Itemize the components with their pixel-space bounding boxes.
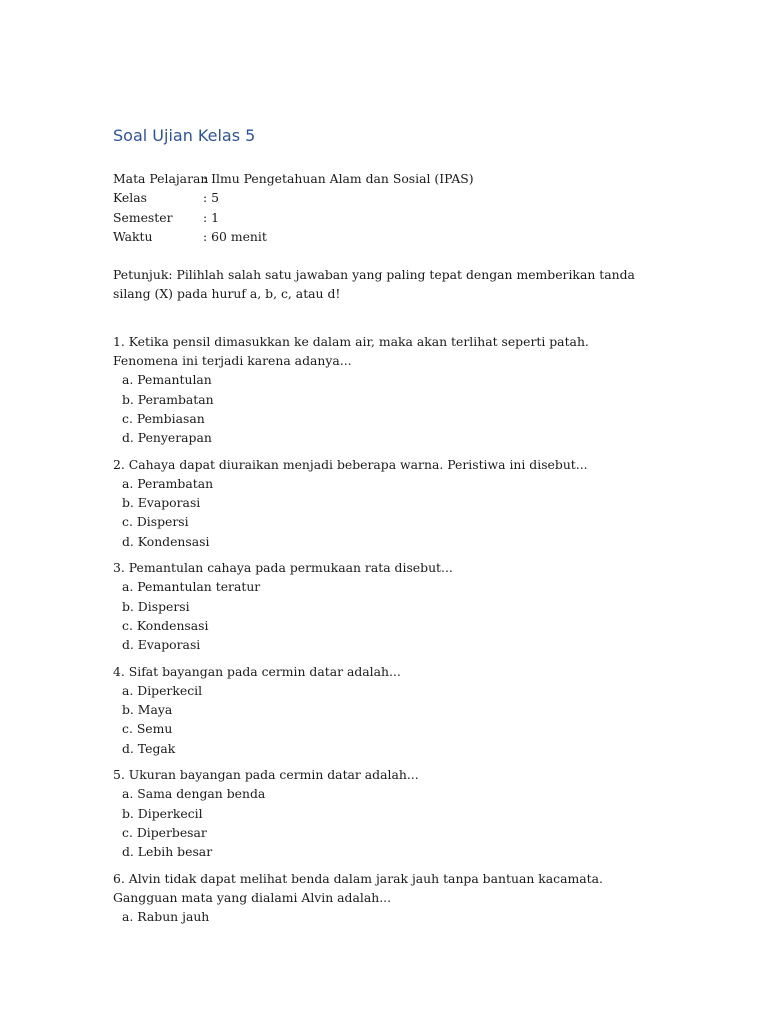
question-text: 3. Pemantulan cahaya pada permukaan rata disebut... bbox=[113, 560, 453, 576]
answer-option: a. Pemantulan bbox=[122, 372, 212, 388]
question-5 bbox=[113, 765, 653, 861]
meta-label: Waktu bbox=[113, 228, 153, 244]
meta-row-semester bbox=[113, 208, 653, 227]
answer-option: d. Kondensasi bbox=[122, 533, 210, 549]
answer-option: b. Dispersi bbox=[122, 598, 190, 614]
meta-value: : 1 bbox=[203, 209, 219, 225]
answer-option: a. Perambatan bbox=[122, 475, 214, 491]
meta-row-subject bbox=[113, 169, 653, 188]
question-3 bbox=[113, 558, 653, 654]
answer-option: d. Penyerapan bbox=[122, 430, 212, 446]
answer-options bbox=[113, 370, 653, 447]
answer-option: c. Pembiasan bbox=[122, 410, 205, 426]
answer-option: c. Diperbesar bbox=[122, 824, 207, 840]
document-title: Soal Ujian Kelas 5 bbox=[113, 126, 256, 145]
question-6 bbox=[113, 869, 653, 927]
meta-row-time bbox=[113, 227, 653, 246]
answer-options bbox=[113, 577, 653, 654]
answer-option: b. Perambatan bbox=[122, 391, 214, 407]
answer-option: c. Dispersi bbox=[122, 514, 189, 530]
meta-label: Semester bbox=[113, 209, 173, 225]
instructions: Petunjuk: Pilihlah salah satu jawaban yang paling tepat dengan memberikan tanda silang (X) pada huruf a, b, c, atau d! bbox=[113, 267, 635, 302]
document-page bbox=[113, 122, 653, 933]
answer-option: d. Evaporasi bbox=[122, 637, 201, 653]
meta-value: : Ilmu Pengetahuan Alam dan Sosial (IPAS) bbox=[203, 171, 474, 186]
question-list bbox=[113, 332, 653, 927]
question-4 bbox=[113, 662, 653, 758]
answer-option: a. Sama dengan benda bbox=[122, 786, 266, 802]
answer-option: c. Kondensasi bbox=[122, 617, 209, 633]
meta-label: Mata Pelajaran bbox=[113, 171, 209, 186]
answer-option: a. Diperkecil bbox=[122, 682, 203, 698]
question-text: 6. Alvin tidak dapat melihat benda dalam jarak jauh tanpa bantuan kacamata. Gangguan mata yang dialami Alvin adalah... bbox=[113, 870, 603, 905]
meta-value: : 60 menit bbox=[203, 228, 267, 244]
meta-row-class bbox=[113, 188, 653, 207]
question-text: 2. Cahaya dapat diuraikan menjadi beberapa warna. Peristiwa ini disebut... bbox=[113, 456, 588, 472]
answer-option: a. Pemantulan teratur bbox=[122, 579, 261, 595]
answer-options bbox=[113, 681, 653, 758]
question-text: 4. Sifat bayangan pada cermin datar adalah... bbox=[113, 663, 401, 679]
meta-label: Kelas bbox=[113, 190, 147, 206]
answer-options bbox=[113, 474, 653, 551]
answer-option: b. Diperkecil bbox=[122, 805, 203, 821]
answer-option: d. Lebih besar bbox=[122, 844, 213, 860]
answer-options bbox=[113, 784, 653, 861]
answer-option: b. Maya bbox=[122, 702, 173, 718]
question-text: 5. Ukuran bayangan pada cermin datar adalah... bbox=[113, 767, 419, 783]
meta-value: : 5 bbox=[203, 190, 219, 206]
answer-option: d. Tegak bbox=[122, 740, 176, 756]
question-1 bbox=[113, 332, 653, 448]
question-2 bbox=[113, 455, 653, 551]
answer-options bbox=[113, 907, 653, 926]
answer-option: b. Evaporasi bbox=[122, 495, 201, 511]
question-text: 1. Ketika pensil dimasukkan ke dalam air, maka akan terlihat seperti patah. Fenomena ini terjadi karena adanya... bbox=[113, 333, 589, 369]
answer-option: c. Semu bbox=[122, 721, 173, 737]
exam-info bbox=[113, 169, 653, 246]
answer-option: a. Rabun jauh bbox=[122, 909, 210, 925]
